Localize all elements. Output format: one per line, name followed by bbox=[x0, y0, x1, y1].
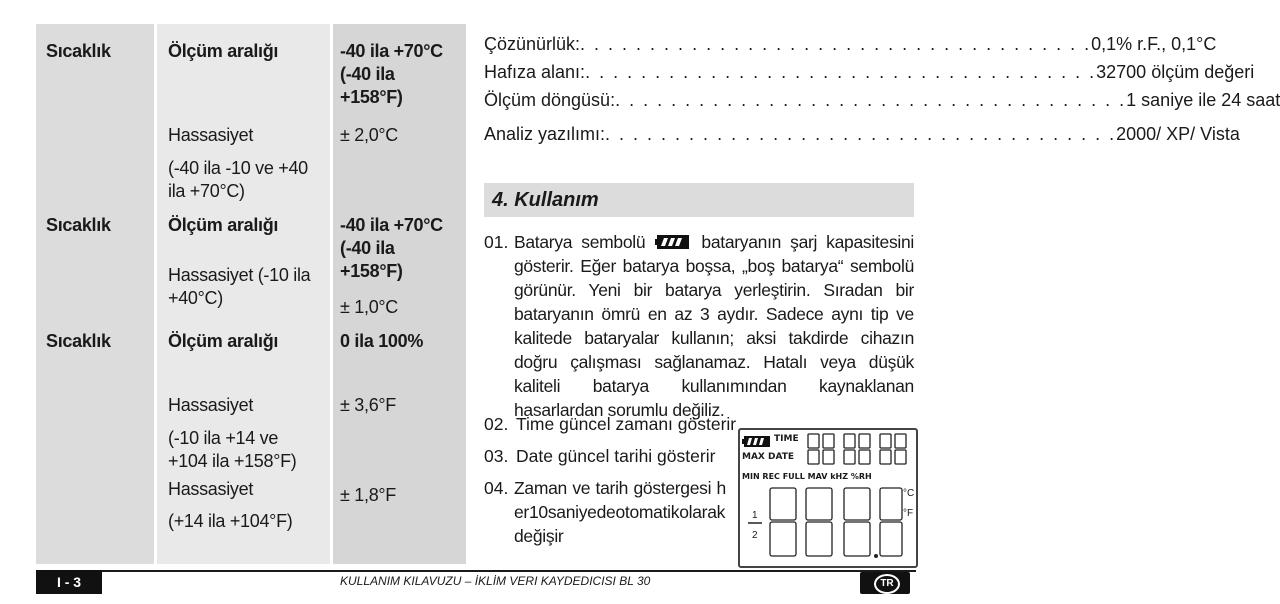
row3-acc1-note: (-10 ila +14 ve +104 ila +158°F) bbox=[168, 428, 297, 471]
row2-acc-label: Hassasiyet (-10 ila +40°C) bbox=[168, 265, 311, 308]
lcd-maxdate-label: MAX DATE bbox=[742, 452, 795, 462]
section-heading: 4. Kullanım bbox=[484, 183, 914, 217]
item2-text: Time güncel zamanı gösterir bbox=[516, 414, 737, 434]
item4-text: Zaman ve tarih göstergesi her10saniyedeotomatikolarak değişir bbox=[514, 478, 726, 546]
row2-range-label: Ölçüm aralığı bbox=[168, 215, 279, 235]
lcd-time-label: TIME bbox=[774, 434, 799, 444]
prop-software: Analiz yazılımı: . . . . . . . . . . . . . . . . . . . . . . . . . . . . . . . . . . . . . 2000/ XP/ Vista bbox=[484, 124, 1240, 144]
item1-number: 01. bbox=[484, 232, 509, 252]
lcd-unit-f: °F bbox=[903, 508, 914, 519]
lcd-unit-c: °C bbox=[903, 488, 915, 499]
label-column bbox=[36, 24, 154, 564]
lcd-display bbox=[738, 428, 918, 568]
item2-number: 02. bbox=[484, 414, 509, 434]
row1-acc-value: ± 2,0°C bbox=[340, 125, 398, 145]
row2-acc-value: ± 1,0°C bbox=[340, 297, 398, 317]
row1-acc-label: Hassasiyet bbox=[168, 125, 254, 145]
lcd-channel-1: 1 bbox=[752, 510, 758, 521]
row1-label: Sıcaklık bbox=[46, 41, 111, 61]
row2-label: Sıcaklık bbox=[46, 215, 111, 235]
prop-cycle: Ölçüm döngüsü: . . . . . . . . . . . . . . . . . . . . . . . . . . . . . . . . . . . . . 1 saniye ile 24 saat bbox=[484, 90, 1280, 110]
row1-range-label: Ölçüm aralığı bbox=[168, 41, 279, 61]
row3-acc2-label: Hassasiyet bbox=[168, 479, 254, 499]
lcd-channel-2: 2 bbox=[752, 530, 758, 541]
item4-number: 04. bbox=[484, 478, 509, 498]
row3-acc2-note: (+14 ila +104°F) bbox=[168, 511, 293, 531]
prop-resolution: Çözünürlük: . . . . . . . . . . . . . . . . . . . . . . . . . . . . . . . . . . . . . 0,1% r.F., 0,1°C bbox=[484, 34, 1217, 54]
row3-acc1-label: Hassasiyet bbox=[168, 395, 254, 415]
lcd-indicators: MIN REC FULL MAV kHZ %RH bbox=[742, 472, 872, 481]
battery-icon bbox=[657, 235, 689, 249]
item3-number: 03. bbox=[484, 446, 509, 466]
item1-text: Batarya sembolü bataryanın şarj kapasitesini gösterir. Eğer batarya boşsa, „boş batarya“ sembolü görünür. Yeni bir batarya yerleştirin. Sıradan bir bataryanın ömrü en az 3 aydır. Sadece aynı tip ve kalitede bataryalar kullanın; aksi takdirde cihazın doğru çalışması sağlanamaz. Hatalı veya düşük kaliteli batarya kullanımından kaynaklanan hasarlardan sorumlu değiliz. bbox=[514, 232, 915, 420]
lcd-battery-icon bbox=[742, 436, 770, 447]
row3-acc2-value: ± 1,8°F bbox=[340, 485, 396, 505]
row3-range-value: 0 ila 100% bbox=[340, 331, 424, 351]
footer-title: KULLANIM KILAVUZU – İKLİM VERI KAYDEDICISI BL 30 bbox=[340, 574, 651, 588]
language-code: TR bbox=[874, 574, 900, 594]
row2-range-value: -40 ila +70°C (-40 ila +158°F) bbox=[340, 215, 443, 281]
item3-text: Date güncel tarihi gösterir bbox=[516, 446, 716, 466]
row3-label: Sıcaklık bbox=[46, 331, 111, 351]
row3-acc1-value: ± 3,6°F bbox=[340, 395, 396, 415]
row3-range-label: Ölçüm aralığı bbox=[168, 331, 279, 351]
page-number: I - 3 bbox=[36, 570, 102, 594]
row1-acc-note: (-40 ila -10 ve +40 ila +70°C) bbox=[168, 158, 308, 201]
footer-rule bbox=[36, 570, 916, 572]
prop-memory: Hafıza alanı: . . . . . . . . . . . . . . . . . . . . . . . . . . . . . . . . . . . . . 32700 ölçüm değeri bbox=[484, 62, 1255, 82]
language-badge bbox=[860, 572, 910, 594]
row1-range-value: -40 ila +70°C (-40 ila +158°F) bbox=[340, 41, 443, 107]
